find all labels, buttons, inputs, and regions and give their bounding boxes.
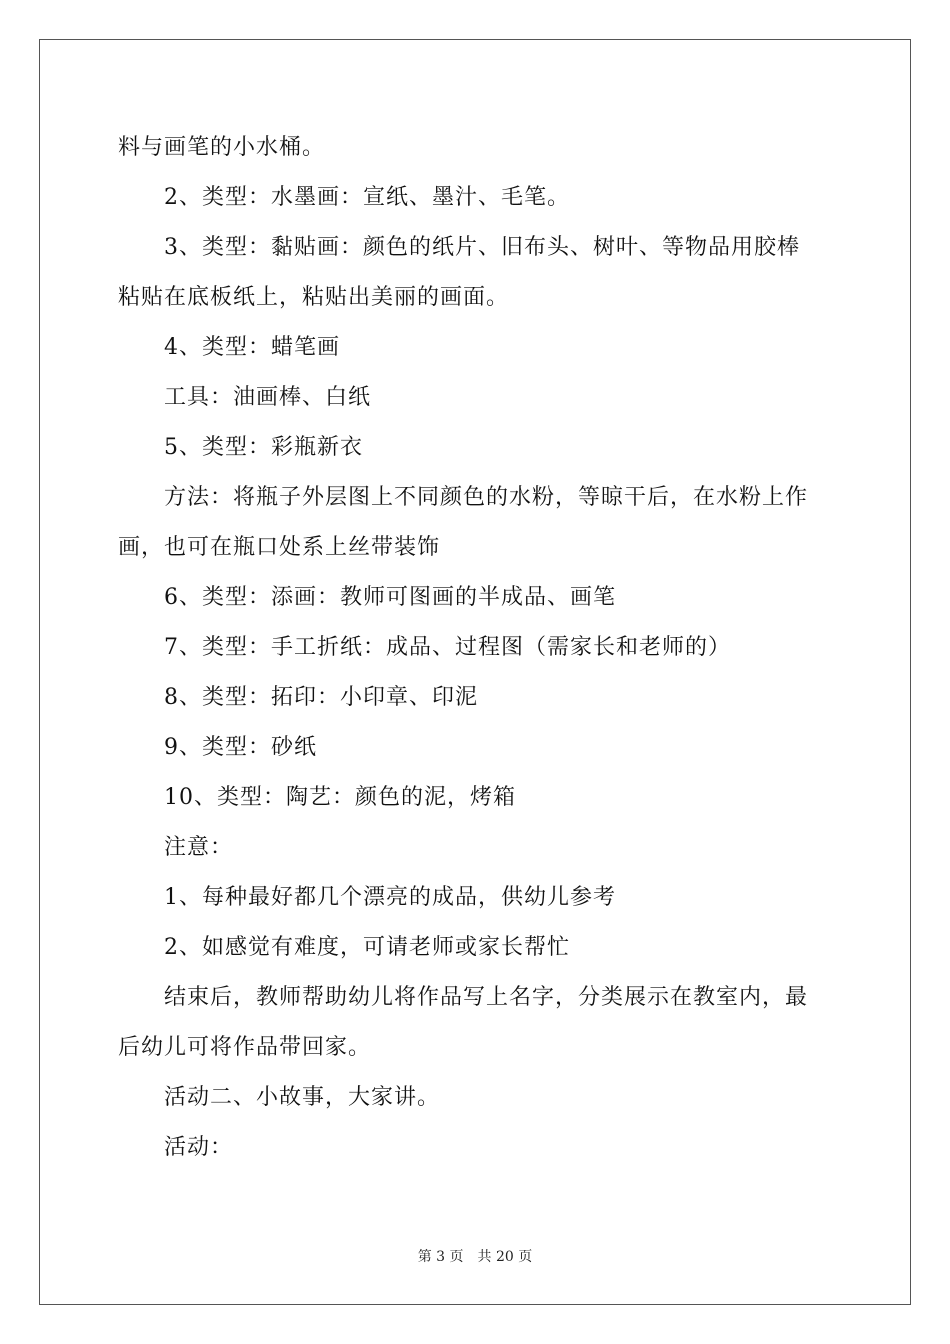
text-line: 8、类型：拓印：小印章、印泥	[164, 685, 478, 710]
text-line: 料与画笔的小水桶。	[118, 135, 326, 160]
text-line: 6、类型：添画：教师可图画的半成品、画笔	[164, 585, 616, 610]
text-line: 结束后，教师帮助幼儿将作品写上名字，分类展示在教室内，最	[164, 985, 809, 1010]
text-line: 粘贴在底板纸上，粘贴出美丽的画面。	[118, 285, 510, 310]
text-line: 方法：将瓶子外层图上不同颜色的水粉，等晾干后，在水粉上作	[164, 485, 809, 510]
text-line: 3、类型：黏贴画：颜色的纸片、旧布头、树叶、等物品用胶棒	[164, 235, 800, 260]
text-line: 1、每种最好都几个漂亮的成品，供幼儿参考	[164, 885, 616, 910]
text-line: 注意：	[164, 835, 234, 860]
text-line: 后幼儿可将作品带回家。	[118, 1035, 372, 1060]
text-line: 活动二、小故事，大家讲。	[164, 1085, 441, 1110]
text-line: 2、如感觉有难度，可请老师或家长帮忙	[164, 935, 570, 960]
text-line: 5、类型：彩瓶新衣	[164, 435, 363, 460]
page-border	[39, 39, 911, 1305]
text-line: 2、类型：水墨画：宣纸、墨汁、毛笔。	[164, 185, 570, 210]
text-line: 9、类型：砂纸	[164, 735, 317, 760]
text-line: 7、类型：手工折纸：成品、过程图（需家长和老师的）	[164, 635, 731, 660]
text-line: 4、类型：蜡笔画	[164, 335, 340, 360]
text-line: 10、类型：陶艺：颜色的泥，烤箱	[164, 785, 516, 810]
page-number-footer: 第 3 页 共 20 页	[417, 1249, 533, 1265]
text-line: 活动：	[164, 1135, 234, 1160]
text-line: 工具：油画棒、白纸	[164, 385, 372, 410]
text-line: 画，也可在瓶口处系上丝带装饰	[118, 535, 441, 560]
